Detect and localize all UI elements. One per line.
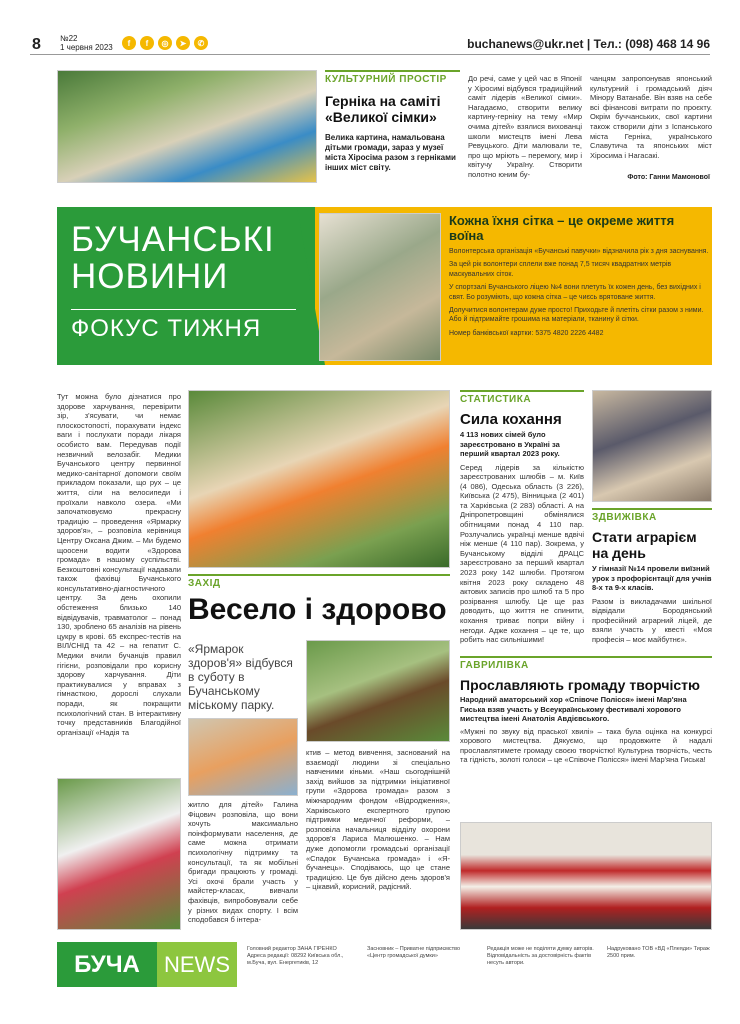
article-title: Сила кохання	[460, 411, 562, 428]
issue-date: 1 червня 2023	[60, 43, 113, 52]
facebook-icon[interactable]: f	[122, 36, 136, 50]
header-divider	[30, 54, 710, 55]
footer-disclaimer: Редакція може не поділяти думку авторів. Відповідальність за достовірність фактів несуть автори.	[487, 946, 594, 966]
photo-credit: Фото: Ганни Мамонової	[627, 174, 710, 181]
article-title: Герніка на саміті «Великої сімки»	[325, 93, 441, 125]
banner-title-line1: БУЧАНСЬКІ	[71, 220, 275, 259]
banner-title-line2: НОВИНИ	[71, 257, 229, 296]
section-kicker: СТАТИСТИКА	[460, 390, 584, 405]
section-kicker: КУЛЬТУРНИЙ ПРОСТІР	[325, 70, 460, 85]
banner-headline: Кожна їхня сітка – це окреме життя воїна	[449, 213, 675, 243]
footer	[57, 942, 712, 987]
banner-subtitle: ФОКУС ТИЖНЯ	[71, 315, 262, 342]
section-kicker: ЗДВИЖІВКА	[592, 508, 712, 523]
banner-text: У спортзалі Бучанського ліцею №4 вони плетуть їх кожен день, без вихідних і свят. Бо розуміють, що кожна сітка – це чиєсь врятоване життя.	[449, 284, 701, 301]
issue-info	[60, 34, 113, 52]
banner-text: Долучитися волонтерам дуже просто! Приходьте й плетіть сітки разом з ними. Або й підтримайте грошима на матеріали, тканину й сітки.	[449, 307, 704, 324]
banner-text: Волонтерська організація «Бучанські павучки» відзначила рік з дня заснування.	[449, 248, 709, 255]
facebook-icon[interactable]: f	[140, 36, 154, 50]
banner-line	[71, 309, 296, 310]
article-text: До речі, саме у цей час в Японії у Хіросимі відбувся традиційний саміт лідерів «Великої сімки». Нагадаємо, створити велику картину-герніку на тему «Мир очима дітей» взялися вихованці школи мистецтв імені Лева Ревуцького. Діти малювали те, про що мріють – перемогу, мир і квітучу Україну. Створити полотно юним бу-	[468, 74, 582, 179]
article-text: Тут можна було дізнатися про здорове харчування, перевірити зір, з'ясувати, чи немає плоскостопості, порахувати індекс ваги і послухати поради лікаря особисто вам. Передував події незвичний велозабіг. Медики Бучанського центру первинної медико-санітарної допомоги своїм прикладом показали, що рух – це життя, сіли на велосипеди і проїхали навколо озера. «Ми започатковуємо прекрасну традицію – проведення «Ярмарку здоров'я», – розповіла керівниця Центру Оксана Джим. – Ми будемо щоосени водити «Здорова громада» в нашому суспільстві. Безкоштовні консультації надавали також фахівці Бучанського консультативно-діагностичного центру. За день охопили обстеження близько 140 відвідувачів, травматолог – понад 130, зроблено 65 аналізів на рівень цукру в крові. 65 експрес-тестів на ВІЛ/СНІД та 42 – на гепатит С. Медики вчили бучанців правил гігієни, розповідали про корисну здорову харчування. Діти практикувалися у вправах з гімнасткою, дорослі слухали поради, як покращити психологічний стан. В інтерактивну точку представників Благодійної організації «Надія та	[57, 392, 181, 737]
article-lead: У гімназії №14 провели виїзний урок з профорієнтації для учнів 8-х та 9-х класів.	[592, 564, 712, 592]
article-title: Прославляють громаду творчістю	[460, 677, 700, 693]
article-text: чанцям запропонував японський культурний і громадський діяч Мінору Ватанабе. Він взяв на себе всі фінансові витрати по проєкту. Окрім буччанських, свої картини також створили діти з Іспанського міста Герніка, українського Славутича та японських міст Хіросима і Нагасакі.	[590, 74, 712, 160]
banner-text: За цей рік волонтери сплели вже понад 7,5 тисяч квадратних метрів маскувальних сіток.	[449, 261, 672, 278]
banner-title	[71, 221, 275, 295]
article-lead: 4 113 нових сімей було зареєстровано в Україні за перший квартал 2023 року.	[460, 430, 560, 458]
article-lead: Велика картина, намальована дітьми громади, зараз у музеї міста Хіросіма разом з герніками інших міст світу.	[325, 133, 456, 172]
guernica-photo	[57, 70, 317, 183]
footer-logo-news: NEWS	[164, 951, 230, 977]
telegram-icon[interactable]: ➤	[176, 36, 190, 50]
page-number: 8	[32, 36, 41, 53]
footer-editor: Головний редактор ЗАНА ГІРЕНКО Адреса редакції: 08292 Київська обл., м.Буча, вул. Енергетиків, 12	[247, 946, 344, 966]
choir-photo	[460, 822, 712, 930]
volunteers-photo	[319, 213, 441, 361]
social-icons	[122, 36, 208, 50]
article-lead: «Ярмарок здоров'я» відбувся в суботу в Бучанському міському парку.	[188, 642, 293, 712]
banner-card: Номер банківської картки: 5375 4820 2226 4482	[449, 329, 604, 337]
article-text: Серед лідерів за кількістю зареєстрованих шлюбів – м. Київ (4 086), Одеська область (3 226), Київська (2 475), Вінницька (2 401) та Харківська (2 283) області. А на Дніпропетровщині обмінялися обітницями понад 4 110 пар. Розлучались українці менше вдвічі ніж менше (4 110 пар). Зокрема, у Бучанському відділі ДРАЦС зареєстровано за перший квартал 2023 року 142 шлюби. Протягом квітня 2023 року складено 48 актових записів про шлюб та 5 про розірвання шлюбу. Це ще раз доводить, що життя не спинити, кохання триває попри війну і негоди. Адже кохання – це те, що робить нас сильнішими!	[460, 462, 584, 645]
footer-founder: Засновник – Приватне підприємство «Центр громадської думки»	[367, 946, 461, 959]
horse-photo	[306, 640, 450, 742]
focus-banner	[57, 207, 712, 365]
issue-number: №22	[60, 34, 78, 43]
viber-icon[interactable]: ✆	[194, 36, 208, 50]
footer-print: Надруковано ТОВ «ВД «Плеяди» Тираж 2500 прим.	[607, 946, 710, 959]
skeleton-photo	[57, 778, 181, 930]
banner-article	[449, 213, 709, 338]
article-title: Стати аграрієм на день	[592, 529, 697, 561]
article-lead: Народний аматорський хор «Співоче Полісся» імені Мар'яна Гиська взяв участь у Всеукраїнському фестивалі хорового мистецтва імені Анатолія Авдієвського.	[460, 695, 687, 723]
instagram-icon[interactable]: ◎	[158, 36, 172, 50]
footer-logo-bucha: БУЧА	[57, 942, 157, 987]
section-kicker: ГАВРИЛІВКА	[460, 656, 712, 671]
health-fair-photo	[188, 390, 450, 568]
article-title: Весело і здорово	[188, 593, 447, 626]
article-text: житло для дітей» Галина Фіцович розповіла, що вони хочуть максимально поінформувати населення, де саме можна отримати психологічну підтримку та консультації, та як мобільні бригади працюють у громаді. Усі охочі брали участь у майстер-класах, вивчали фахівців, випробовували себе у різних видах спорту. І всім сподобався б інтера-	[188, 800, 298, 925]
article-text: Разом із викладачами шкільної відвідали Бородянський професійний аграрний ліцей, де взяли участь у квесті «Моя професія – моє майбутнє».	[592, 596, 712, 644]
article-text: ктив – метод вивчення, заснований на взаємодії людини зі спеціально навченими кіньми. «Наш сьогоднішній захід вийшов за підтримки ініціативної групи «Здорова громада» разом з міжнародним фондом «Відродження», Харківського експертного групою підтримки медичної реформи, – розповіла начальниця відділу охорони здоров'я Лариса Малюшенко. – Нам дуже допомогли громадські організації «Спадок Бучанська громада» і «Я-бучанець». Сподіваюсь, що це стане традицією. Це був дійсно день здоров'я – цікавий, корисний, радісний.	[306, 748, 450, 892]
agro-lesson-photo	[592, 390, 712, 502]
kids-toys-photo	[188, 718, 298, 796]
article-text: «Мужні по звуку від праської хвилі» – така була оцінка на конкурсі хорового мистецтва. Дякуємо, що продовжите й надалі прославлятимете громаду своєю творчістю! Культурна творчість, честь та гідність, золоті голоси – це «Співоче Полісся» імені Мар'яна Гиська!	[460, 726, 712, 765]
header-contact: buchanews@ukr.net | Тел.: (098) 468 14 96	[467, 37, 710, 51]
section-kicker: ЗАХІД	[188, 574, 450, 589]
